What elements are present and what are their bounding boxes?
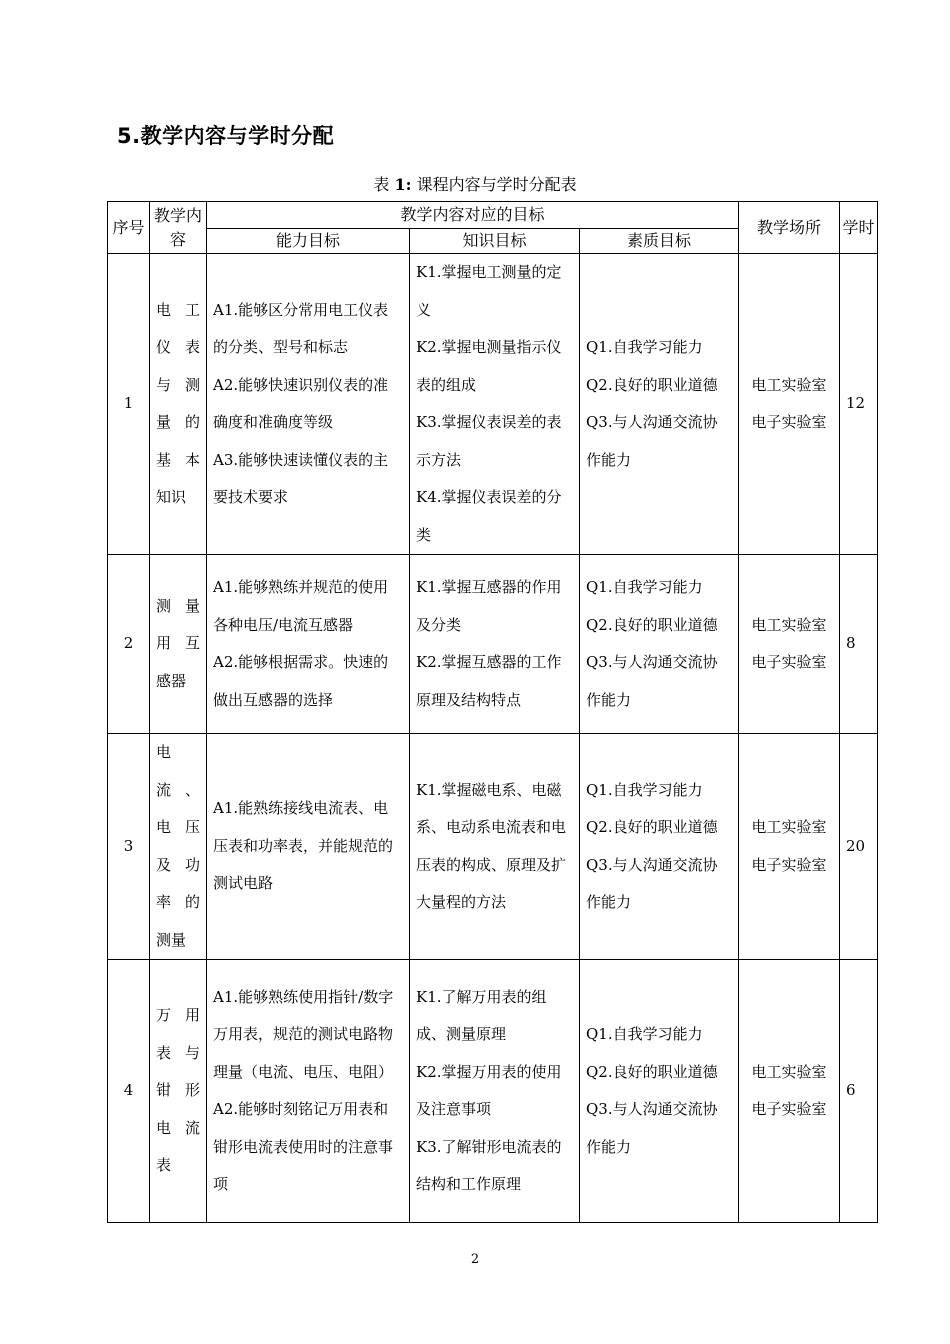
table-row (108, 734, 878, 960)
row-quality: Q1.自我学习能力 Q2.良好的职业道德 Q3.与人沟通交流协作能力 (580, 254, 739, 555)
header-targets: 教学内容对应的目标 (207, 202, 739, 229)
row-place: 电工实验室 电子实验室 (739, 960, 840, 1223)
header-hours: 学时 (840, 202, 878, 254)
row-hours: 20 (840, 734, 878, 960)
row-place: 电工实验室 电子实验室 (739, 254, 840, 555)
header-place: 教学场所 (739, 202, 840, 254)
row-knowledge: K1.掌握磁电系、电磁系、电动系电流表和电压表的构成、原理及扩大量程的方法 (410, 734, 580, 960)
page-number: 2 (470, 1252, 480, 1267)
row-quality: Q1.自我学习能力 Q2.良好的职业道德 Q3.与人沟通交流协作能力 (580, 555, 739, 734)
row-content: 电流、电压及功率的测量 (150, 734, 207, 960)
row-quality: Q1.自我学习能力 Q2.良好的职业道德 Q3.与人沟通交流协作能力 (580, 960, 739, 1223)
header-seq: 序号 (108, 202, 150, 254)
row-hours: 12 (840, 254, 878, 555)
row-ability: A1.能够熟练并规范的使用各种电压/电流互感器 A2.能够根据需求。快速的做出互感器的选择 (207, 555, 410, 734)
row-seq: 4 (108, 960, 150, 1223)
row-knowledge: K1.掌握电工测量的定义 K2.掌握电测量指示仪表的组成 K3.掌握仪表误差的表示方法 K4.掌握仪表误差的分类 (410, 254, 580, 555)
row-ability: A1.能够熟练使用指针/数字万用表，规范的测试电路物理量（电流、电压、电阻） A2.能够时刻铭记万用表和钳形电流表使用时的注意事项 (207, 960, 410, 1223)
row-content: 万用表与钳形电流表 (150, 960, 207, 1223)
table-row (108, 254, 878, 555)
row-knowledge: K1.了解万用表的组成、测量原理 K2.掌握万用表的使用及注意事项 K3.了解钳形电流表的结构和工作原理 (410, 960, 580, 1223)
header-quality: 素质目标 (580, 229, 739, 254)
section-heading: 5.教学内容与学时分配 (117, 124, 335, 148)
header-knowledge: 知识目标 (410, 229, 580, 254)
header-content: 教学内容 (150, 202, 207, 254)
row-content: 电工仪表与测量的基本知识 (150, 254, 207, 555)
row-ability: A1.能熟练接线电流表、电压表和功率表，并能规范的测试电路 (207, 734, 410, 960)
table-row (108, 960, 878, 1223)
row-content: 测量用互感器 (150, 555, 207, 734)
row-knowledge: K1.掌握互感器的作用及分类 K2.掌握互感器的工作原理及结构特点 (410, 555, 580, 734)
course-content-table (107, 201, 878, 1223)
row-seq: 3 (108, 734, 150, 960)
row-seq: 1 (108, 254, 150, 555)
row-place: 电工实验室 电子实验室 (739, 734, 840, 960)
row-hours: 6 (840, 960, 878, 1223)
table-caption: 表 1: 课程内容与学时分配表 (373, 175, 577, 194)
table-row (108, 555, 878, 734)
row-ability: A1.能够区分常用电工仪表的分类、型号和标志 A2.能够快速识别仪表的准确度和准确度等级 A3.能够快速读懂仪表的主要技术要求 (207, 254, 410, 555)
row-hours: 8 (840, 555, 878, 734)
header-ability: 能力目标 (207, 229, 410, 254)
row-seq: 2 (108, 555, 150, 734)
row-quality: Q1.自我学习能力 Q2.良好的职业道德 Q3.与人沟通交流协作能力 (580, 734, 739, 960)
row-place: 电工实验室 电子实验室 (739, 555, 840, 734)
